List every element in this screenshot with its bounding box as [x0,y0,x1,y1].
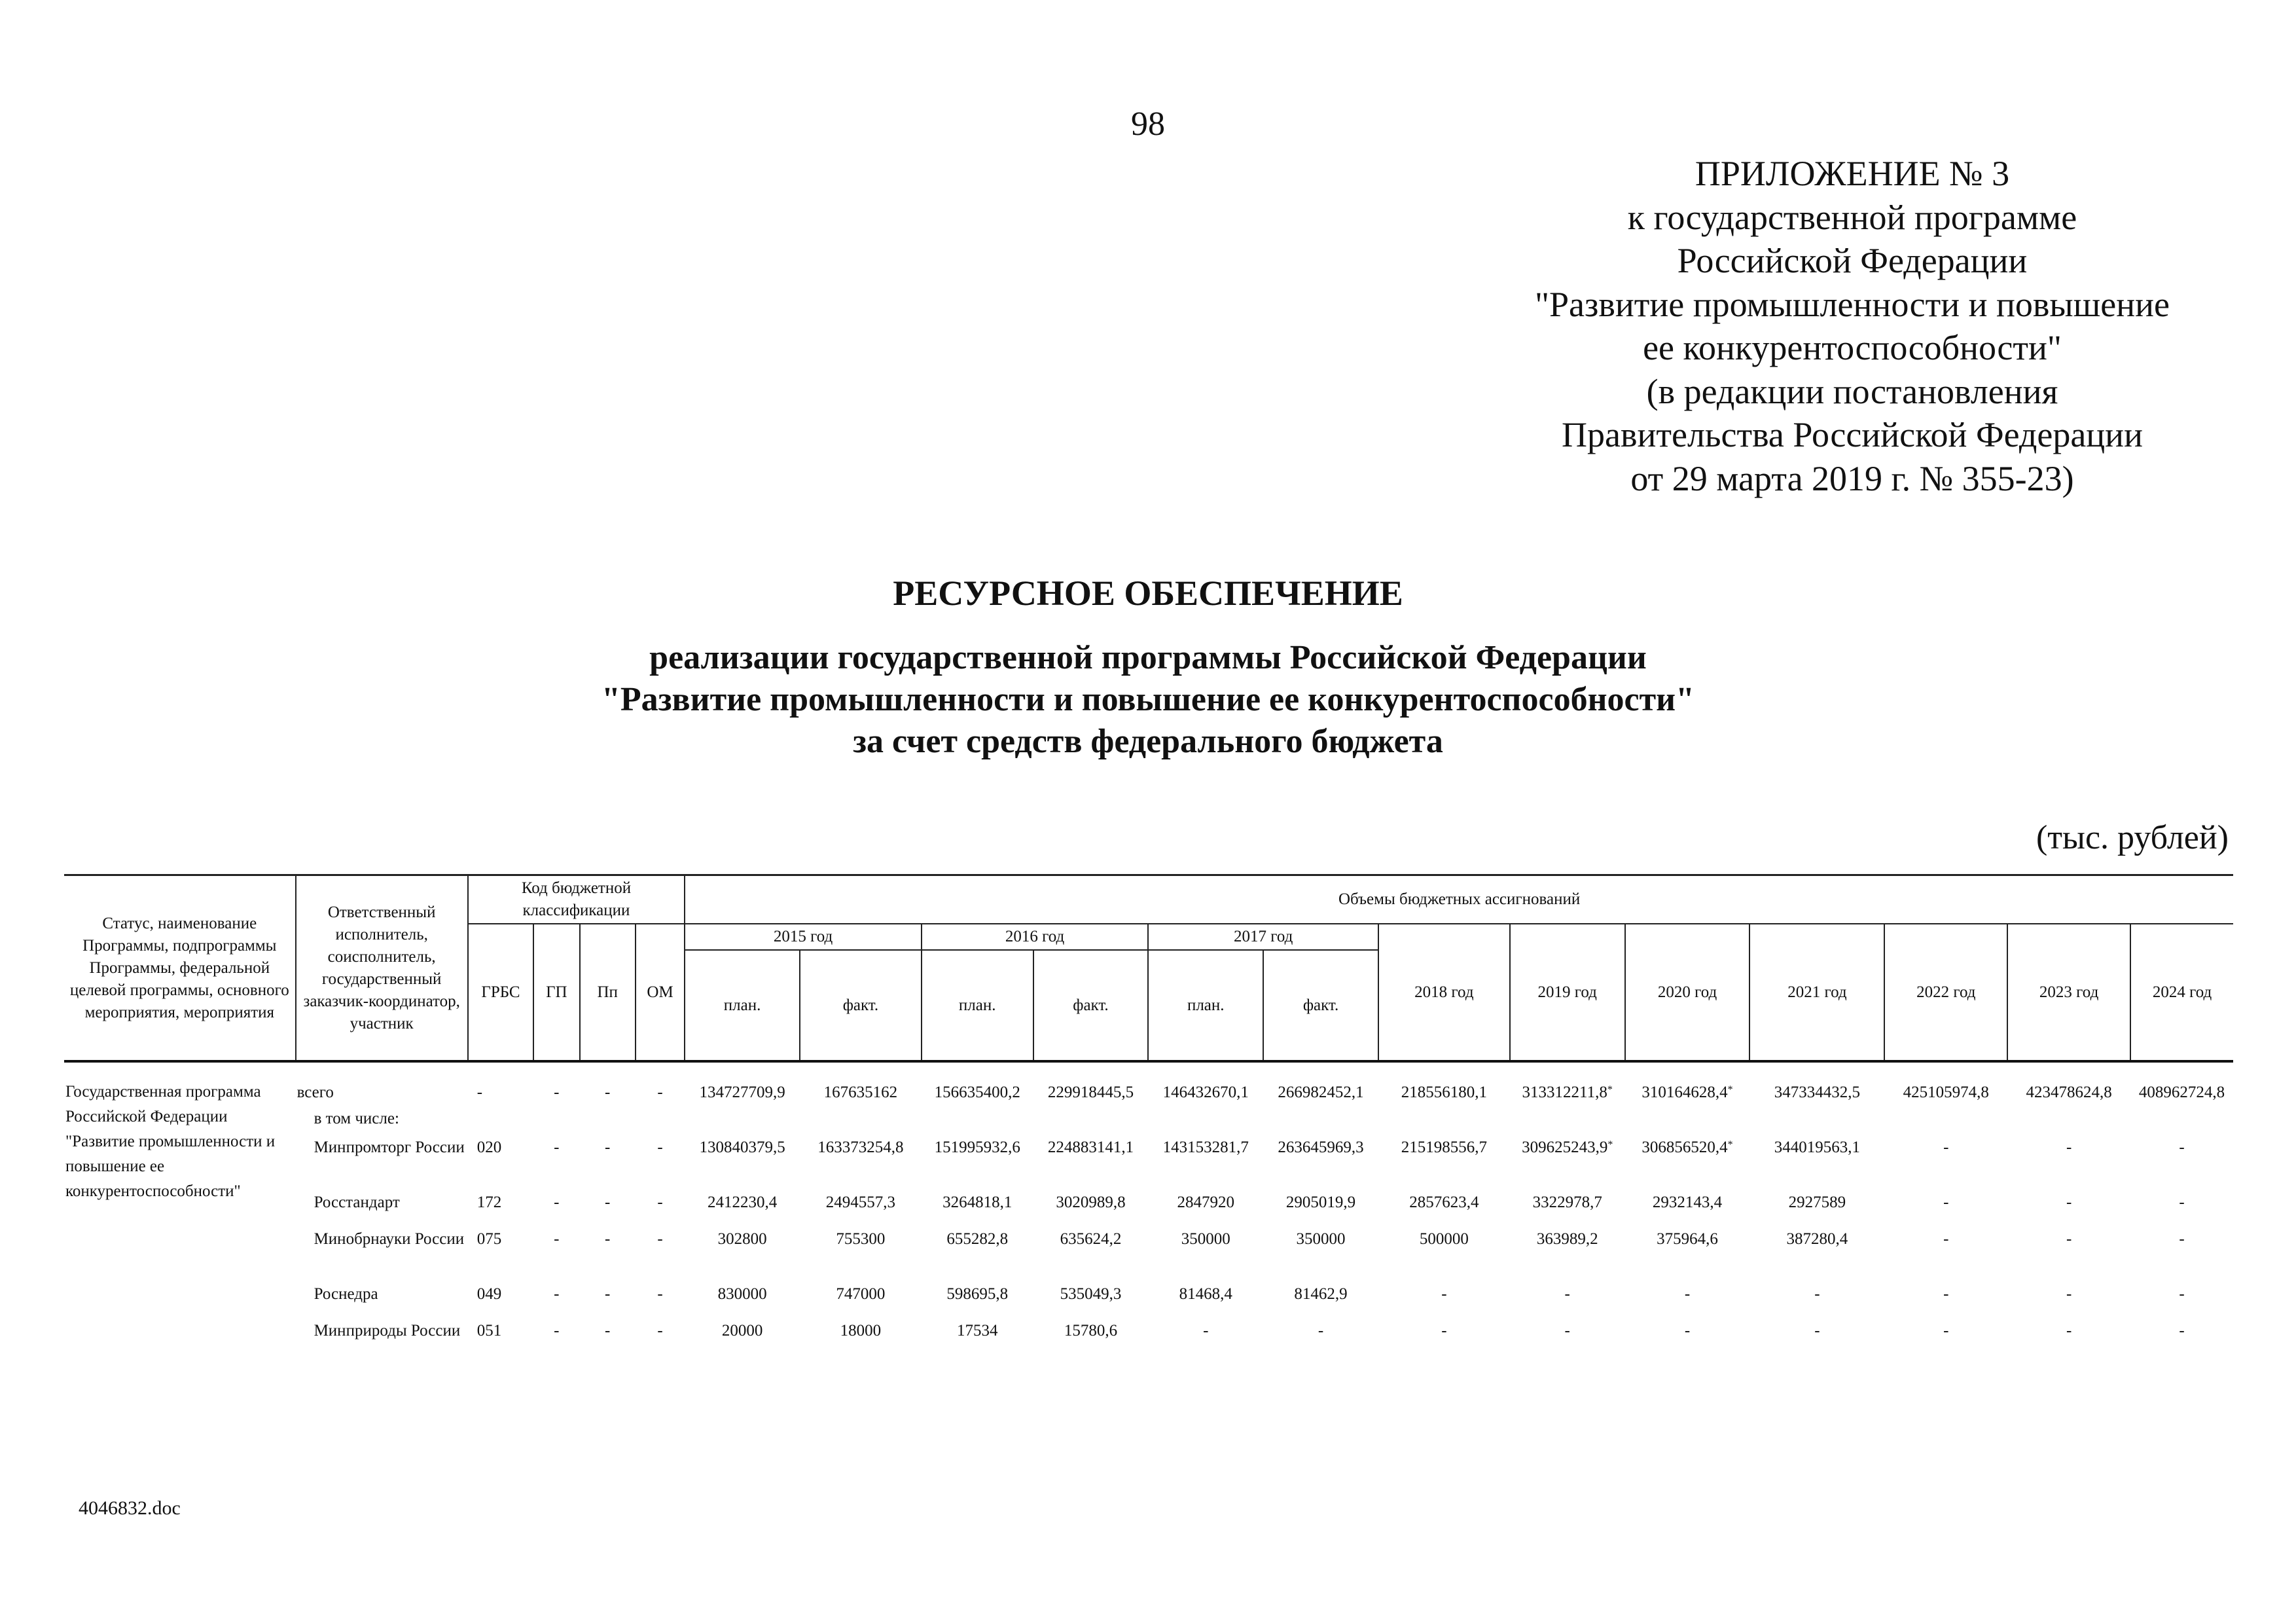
gp-cell: - [554,1230,560,1248]
table-row [64,1190,2233,1226]
executor-cell: Минпромторг России [314,1139,465,1156]
value-text: 163373254,8 [817,1139,904,1156]
footnote-mark: * [1607,1139,1613,1150]
page-number: 98 [1131,105,1165,143]
value-text: - [2179,1285,2185,1303]
value-text: 3020989,8 [1056,1194,1126,1211]
value-text: - [2066,1194,2072,1211]
value-cell [685,1226,800,1281]
header-plan-2016: план. [922,950,1033,1061]
value-cell [1749,1080,1884,1106]
value-text: 143153281,7 [1162,1139,1249,1156]
header-year-2021: 2021 год [1749,924,1884,1061]
footnote-mark: * [1727,1139,1733,1150]
value-cell [1033,1135,1149,1190]
value-cell [2007,1281,2130,1318]
value-text: - [1203,1322,1209,1340]
value-text: 387280,4 [1786,1230,1848,1248]
grbs-cell: 172 [476,1194,502,1211]
value-cell [1884,1135,2007,1190]
value-cell [1625,1190,1750,1226]
footnote-mark: * [1727,1084,1733,1095]
value-text: - [1943,1285,1949,1303]
value-cell [800,1281,922,1318]
value-cell [685,1190,800,1226]
value-cell [1625,1318,1750,1373]
value-cell [800,1135,922,1190]
appendix-line: к государственной программе [1627,197,2077,237]
value-text: - [2066,1139,2072,1156]
header-year-2020: 2020 год [1625,924,1750,1061]
header-fact-2015: факт. [800,950,922,1061]
header-year-2024: 2024 год [2130,924,2233,1061]
value-text: 425105974,8 [1903,1084,1989,1101]
appendix-line: ПРИЛОЖЕНИЕ № 3 [1695,154,2010,193]
value-text: - [2179,1194,2185,1211]
value-cell [1263,1318,1378,1373]
value-text: 635624,2 [1060,1230,1122,1248]
value-text: 156635400,2 [934,1084,1020,1101]
pp-cell: - [605,1139,611,1156]
value-text: 2412230,4 [707,1194,778,1211]
document-title: РЕСУРСНОЕ ОБЕСПЕЧЕНИЕ [893,574,1403,613]
appendix-line: ее конкурентоспособности" [1643,328,2062,367]
table-row-including [64,1106,2233,1135]
value-text: - [1814,1322,1820,1340]
value-text: - [2179,1322,2185,1340]
value-cell [922,1318,1033,1373]
value-text: 3264818,1 [942,1194,1013,1211]
executor-cell: всего [296,1084,334,1101]
value-text: 830000 [717,1285,767,1303]
value-cell [1749,1318,1884,1373]
grbs-cell: 075 [476,1230,502,1248]
executor-cell: Минприроды России [314,1322,461,1340]
value-text: - [1441,1285,1447,1303]
value-cell [922,1135,1033,1190]
value-cell [922,1281,1033,1318]
value-text: 2857623,4 [1409,1194,1479,1211]
header-executor: Ответственный исполнитель, соисполнитель, государственный заказчик-координатор, участник [296,875,468,1062]
executor-cell: Минобрнауки России [314,1230,465,1248]
gp-cell: - [554,1194,560,1211]
table-row [64,1226,2233,1281]
appendix-heading [1492,152,2212,500]
table-row [64,1318,2233,1373]
value-cell [1263,1190,1378,1226]
value-text: 347334432,5 [1774,1084,1861,1101]
grbs-cell: 020 [476,1139,502,1156]
subtitle-line: реализации государственной программы Российской Федерации [649,639,1647,676]
value-cell [1510,1080,1625,1106]
value-cell [1263,1281,1378,1318]
value-text: 229918445,5 [1047,1084,1134,1101]
value-text: - [1943,1230,1949,1248]
value-cell [800,1080,922,1106]
header-year-2016: 2016 год [922,924,1149,950]
value-cell [1148,1281,1263,1318]
value-text: - [1684,1285,1691,1303]
value-cell [1148,1190,1263,1226]
value-text: 167635162 [823,1084,898,1101]
value-cell [685,1318,800,1373]
value-cell [1884,1190,2007,1226]
value-cell [1510,1281,1625,1318]
value-text: 2905019,9 [1285,1194,1356,1211]
pp-cell: - [605,1285,611,1303]
pp-cell: - [605,1322,611,1340]
om-cell: - [657,1230,663,1248]
value-text: - [1943,1194,1949,1211]
value-text: 17534 [956,1322,998,1340]
appendix-line: (в редакции постановления [1646,371,2058,411]
subtitle-line: за счет средств федерального бюджета [853,723,1443,760]
executor-cell: Росстандарт [314,1194,400,1211]
header-plan-2015: план. [685,950,800,1061]
header-fact-2017: факт. [1263,950,1378,1061]
value-cell [800,1318,922,1373]
table-row [64,1135,2233,1190]
value-text: 146432670,1 [1162,1084,1249,1101]
value-text: - [1441,1322,1447,1340]
value-text: 350000 [1296,1230,1346,1248]
value-cell [685,1080,800,1106]
om-cell: - [657,1322,663,1340]
value-cell [1148,1318,1263,1373]
value-text: 2847920 [1177,1194,1234,1211]
value-text: 375964,6 [1657,1230,1718,1248]
gp-cell: - [554,1084,560,1101]
om-cell: - [657,1285,663,1303]
table-row [64,1281,2233,1318]
value-text: 500000 [1419,1230,1469,1248]
value-text: - [1564,1285,1570,1303]
value-cell [685,1135,800,1190]
value-text: - [1564,1322,1570,1340]
value-cell [1884,1226,2007,1281]
value-cell [1263,1080,1378,1106]
value-cell [1625,1226,1750,1281]
header-year-2017: 2017 год [1148,924,1378,950]
value-cell [1749,1281,1884,1318]
value-cell [1148,1135,1263,1190]
om-cell: - [657,1194,663,1211]
value-cell [1749,1190,1884,1226]
value-cell [922,1190,1033,1226]
value-cell [2130,1135,2233,1190]
value-text: 310164628,4 [1641,1084,1728,1101]
value-cell [2007,1190,2130,1226]
value-cell [2007,1135,2130,1190]
value-text: 151995932,6 [934,1139,1020,1156]
value-text: 130840379,5 [699,1139,785,1156]
document-subtitle [0,637,2296,763]
value-cell [1884,1080,2007,1106]
value-cell [1378,1226,1510,1281]
header-volumes: Объемы бюджетных ассигнований [685,875,2233,924]
value-cell [1625,1281,1750,1318]
value-text: 306856520,4 [1641,1139,1728,1156]
value-text: 423478624,8 [2026,1084,2112,1101]
header-om: ОМ [636,924,685,1061]
value-text: 134727709,9 [699,1084,785,1101]
grbs-cell: - [476,1084,483,1101]
value-cell [922,1080,1033,1106]
subtitle-line: "Развитие промышленности и повышение ее конкурентоспособности" [601,681,1695,718]
value-text: 2494557,3 [825,1194,896,1211]
budget-table [64,874,2233,1373]
value-cell [1033,1318,1149,1373]
value-cell [1510,1190,1625,1226]
value-text: - [1943,1139,1949,1156]
value-text: 344019563,1 [1774,1139,1861,1156]
value-text: 218556180,1 [1401,1084,1487,1101]
file-name: 4046832.doc [79,1497,181,1519]
grbs-cell: 049 [476,1285,502,1303]
grbs-cell: 051 [476,1322,502,1340]
executor-cell: Роснедра [314,1285,378,1303]
value-cell [1263,1135,1378,1190]
header-year-2019: 2019 год [1510,924,1625,1061]
value-cell [1378,1135,1510,1190]
value-text: 302800 [717,1230,767,1248]
value-text: 15780,6 [1064,1322,1118,1340]
value-text: - [2066,1285,2072,1303]
value-cell [1378,1190,1510,1226]
value-text: 2932143,4 [1652,1194,1723,1211]
value-text: 747000 [836,1285,886,1303]
program-name: Государственная программа Российской Федерации "Развитие промышленности и повышение ее конкурентоспособности" [65,1083,276,1200]
header-gp: ГП [533,924,579,1061]
header-pp: Пп [580,924,636,1061]
pp-cell: - [605,1194,611,1211]
value-text: 81468,4 [1179,1285,1232,1303]
value-cell [2130,1080,2233,1106]
value-cell [1510,1135,1625,1190]
value-text: 535049,3 [1060,1285,1122,1303]
value-cell [1033,1190,1149,1226]
value-cell [1033,1281,1149,1318]
value-cell [1625,1135,1750,1190]
header-budget-code: Код бюджетной классификации [468,875,685,924]
units-label: (тыс. рублей) [2036,819,2229,856]
value-text: - [2066,1230,2072,1248]
value-text: 20000 [721,1322,763,1340]
value-cell [1749,1226,1884,1281]
value-cell [1625,1080,1750,1106]
value-cell [685,1281,800,1318]
appendix-line: Российской Федерации [1677,241,2028,280]
pp-cell: - [605,1084,611,1101]
value-text: 313312211,8 [1522,1084,1607,1101]
value-text: 598695,8 [946,1285,1009,1303]
including-label: в том числе: [314,1110,399,1127]
header-year-2023: 2023 год [2007,924,2130,1061]
value-cell [1263,1226,1378,1281]
value-text: - [2179,1139,2185,1156]
value-text: 18000 [840,1322,882,1340]
value-cell [1884,1281,2007,1318]
appendix-line: от 29 марта 2019 г. № 355-23) [1630,458,2074,498]
empty-cell [468,1106,2233,1135]
value-cell [922,1226,1033,1281]
value-text: 81462,9 [1294,1285,1348,1303]
gp-cell: - [554,1285,560,1303]
value-text: 350000 [1181,1230,1230,1248]
value-cell [1884,1318,2007,1373]
value-cell [1510,1226,1625,1281]
value-cell [800,1226,922,1281]
value-text: 363989,2 [1536,1230,1598,1248]
value-text: 215198556,7 [1401,1139,1487,1156]
value-cell [2007,1080,2130,1106]
value-cell [1510,1318,1625,1373]
value-cell [1749,1135,1884,1190]
value-text: 755300 [836,1230,886,1248]
value-text: 266982452,1 [1278,1084,1364,1101]
appendix-line: Правительства Российской Федерации [1562,415,2143,454]
value-text: - [1943,1322,1949,1340]
value-text: 263645969,3 [1278,1139,1364,1156]
om-cell: - [657,1139,663,1156]
value-cell [2130,1190,2233,1226]
value-text: 408962724,8 [2138,1084,2225,1101]
header-status: Статус, наименование Программы, подпрограммы Программы, федеральной целевой программы, основного мероприятия, мероприятия [64,875,296,1062]
om-cell: - [657,1084,663,1101]
value-cell [2007,1318,2130,1373]
gp-cell: - [554,1139,560,1156]
gp-cell: - [554,1322,560,1340]
value-text: - [1684,1322,1691,1340]
footnote-mark: * [1607,1084,1613,1095]
value-cell [800,1190,922,1226]
value-cell [1378,1281,1510,1318]
header-year-2018: 2018 год [1378,924,1510,1061]
header-year-2022: 2022 год [1884,924,2007,1061]
value-text: 224883141,1 [1047,1139,1134,1156]
header-year-2015: 2015 год [685,924,922,950]
value-text: 3322978,7 [1532,1194,1602,1211]
appendix-line: "Развитие промышленности и повышение [1534,284,2170,324]
value-text: - [2179,1230,2185,1248]
value-cell [1148,1080,1263,1106]
value-text: 655282,8 [946,1230,1009,1248]
value-cell [1148,1226,1263,1281]
value-text: 309625243,9 [1522,1139,1608,1156]
value-cell [2130,1226,2233,1281]
pp-cell: - [605,1230,611,1248]
header-grbs: ГРБС [468,924,533,1061]
value-text: - [1318,1322,1324,1340]
value-cell [2130,1318,2233,1373]
table-row [64,1080,2233,1106]
value-text: - [1814,1285,1820,1303]
header-plan-2017: план. [1148,950,1263,1061]
value-cell [2130,1281,2233,1318]
value-cell [1378,1318,1510,1373]
header-fact-2016: факт. [1033,950,1149,1061]
value-cell [1033,1080,1149,1106]
value-text: 2927589 [1788,1194,1846,1211]
value-text: - [2066,1322,2072,1340]
value-cell [1378,1080,1510,1106]
value-cell [1033,1226,1149,1281]
value-cell [2007,1226,2130,1281]
